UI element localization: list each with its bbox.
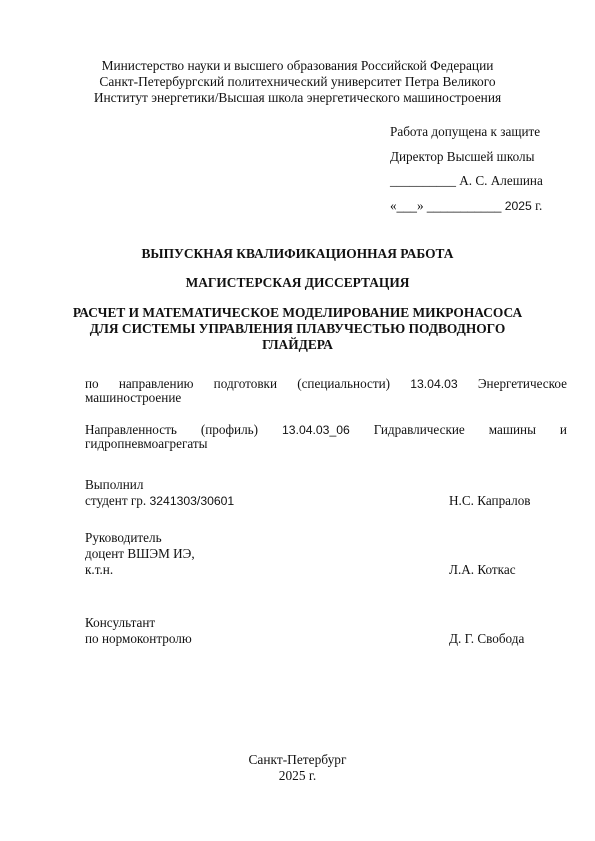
profile-line-1 <box>85 423 567 437</box>
footer <box>0 752 595 784</box>
performer-group: 3241303/30601 <box>149 494 235 508</box>
topic-line-2: ДЛЯ СИСТЕМЫ УПРАВЛЕНИЯ ПЛАВУЧЕСТЬЮ ПОДВОДНОГО <box>89 321 506 336</box>
consultant-block <box>85 615 192 647</box>
performer-role <box>85 493 234 509</box>
profile-word: Гидравлические <box>373 422 465 437</box>
profile-line-2: гидропневмоагрегаты <box>85 436 208 451</box>
consultant-role: по нормоконтролю <box>85 631 192 646</box>
date-suffix: г. <box>535 197 543 213</box>
direction-word: подготовки <box>213 376 278 391</box>
approval-date-line <box>390 198 543 223</box>
approval-block <box>390 124 543 222</box>
direction-code: 13.04.03 <box>410 377 458 391</box>
performer-role-prefix: студент гр. <box>85 493 147 508</box>
consultant-name: Д. Г. Свобода <box>449 631 525 646</box>
date-month-blank: ___________ <box>426 198 502 213</box>
consultant-label: Консультант <box>85 615 156 630</box>
supervisor-name: Л.А. Коткас <box>449 562 516 577</box>
approval-signature-line <box>390 173 543 198</box>
profile-code: 13.04.03_06 <box>282 423 350 437</box>
director-name: А. С. Алешина <box>459 173 543 188</box>
approval-admitted: Работа допущена к защите <box>390 124 541 139</box>
direction-word: (специальности) <box>297 376 391 391</box>
topic-line-3: ГЛАЙДЕРА <box>262 337 333 352</box>
profile-paragraph <box>85 423 567 451</box>
direction-line-2: машиностроение <box>85 390 182 405</box>
direction-line-1 <box>85 377 567 391</box>
footer-city: Санкт-Петербург <box>248 752 347 767</box>
date-open-quote: « <box>390 197 397 213</box>
footer-year: 2025 г. <box>278 768 317 783</box>
topic-line-1: РАСЧЕТ И МАТЕМАТИЧЕСКОЕ МОДЕЛИРОВАНИЕ МИКРОНАСОСА <box>72 305 523 320</box>
direction-word: Энергетическое <box>477 376 567 391</box>
supervisor-label: Руководитель <box>85 530 162 545</box>
direction-word: по <box>85 376 99 391</box>
institution-header <box>0 58 595 106</box>
supervisor-position: доцент ВШЭМ ИЭ, <box>85 546 195 561</box>
direction-word: направлению <box>118 376 194 391</box>
signature-blank: __________ <box>390 173 456 188</box>
profile-word: и <box>559 422 567 437</box>
performer-label: Выполнил <box>85 477 144 492</box>
approval-director: Директор Высшей школы <box>390 148 535 164</box>
supervisor-block <box>85 530 195 578</box>
performer-block <box>85 477 234 509</box>
profile-word: машины <box>488 422 536 437</box>
work-type-title: ВЫПУСКНАЯ КВАЛИФИКАЦИОННАЯ РАБОТА <box>141 246 454 261</box>
institute-line: Институт энергетики/Высшая школа энергетического машиностроения <box>93 90 502 105</box>
profile-word: Направленность <box>85 422 177 437</box>
date-day-blank: ___ <box>396 198 417 213</box>
date-close-quote: » <box>416 197 424 213</box>
topic-title <box>0 305 595 353</box>
date-year: 2025 <box>504 198 532 213</box>
performer-name: Н.С. Капралов <box>449 493 531 508</box>
supervisor-degree: к.т.н. <box>85 562 114 577</box>
direction-paragraph <box>85 377 567 405</box>
ministry-line: Министерство науки и высшего образования Российской Федерации <box>101 58 494 73</box>
work-subtype-title: МАГИСТЕРСКАЯ ДИССЕРТАЦИЯ <box>185 275 410 290</box>
university-line: Санкт-Петербургский политехнический университет Петра Великого <box>99 74 496 89</box>
profile-word: (профиль) <box>200 422 259 437</box>
